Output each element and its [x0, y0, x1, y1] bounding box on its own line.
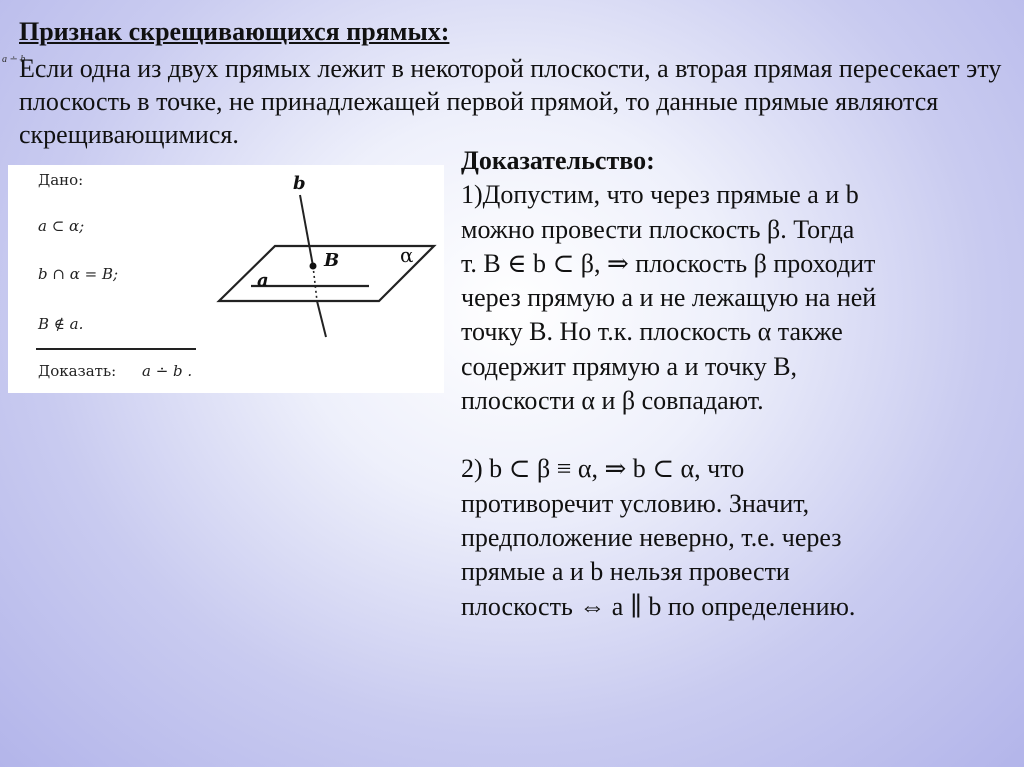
figure-panel — [8, 165, 444, 393]
line-b-upper — [300, 195, 313, 266]
given-line-2: b ∩ α = B; — [38, 265, 119, 283]
theorem-heading: Признак скрещивающихся прямых: — [19, 17, 450, 46]
proof-p1-line-1: 1)Допустим, что через прямые a и b — [461, 180, 859, 210]
geometry-diagram — [8, 165, 444, 393]
label-b: b — [293, 173, 306, 194]
label-a: a — [257, 270, 269, 291]
proof-p2-line-4: прямые a и b нельзя провести — [461, 557, 790, 587]
proof-p2-line-2: противоречит условию. Значит, — [461, 488, 810, 518]
proof-p1-line-5: точку B. Но т.к. плоскость α также — [461, 317, 843, 347]
proof-p2-line-1: 2) b ⊂ β ≡ α, ⇒ b ⊂ α, что — [461, 454, 745, 484]
proof-p2-line-3: предположение неверно, т.е. через — [461, 522, 842, 552]
prove-value: a ∸ b . — [142, 362, 193, 380]
line-b-lower — [317, 301, 326, 337]
tiny-notation-mark: a ∸ b — [2, 54, 26, 65]
given-line-3: B ∉ a. — [38, 315, 84, 333]
proof-p1-line-6: содержит прямую a и точку B, — [461, 351, 798, 381]
label-alpha: α — [400, 243, 414, 267]
proof-p1-line-3: т. B ∈ b ⊂ β, ⇒ плоскость β проходит — [461, 248, 876, 278]
label-B: B — [324, 250, 340, 271]
theorem-statement: Если одна из двух прямых лежит в некоторой плоскости, а вторая прямая пересекает эту плоскость в точке, не принадлежащей первой прямой, то данные прямые являются скрещивающимися. — [19, 54, 1002, 149]
proof-title: Доказательство: — [461, 146, 655, 175]
given-title: Дано: — [38, 171, 84, 189]
proof-p1-line-4: через прямую a и не лежащую на ней — [461, 283, 877, 313]
proof-p1-line-7: плоскости α и β совпадают. — [461, 386, 764, 416]
point-B — [310, 263, 317, 270]
proof-block — [461, 144, 1001, 624]
prove-label: Доказать: — [38, 362, 117, 380]
given-line-1: a ⊂ α; — [38, 217, 85, 235]
proof-p1-line-2: можно провести плоскость β. Тогда — [461, 214, 855, 244]
proof-p2-line-5: плоскость ⇔ a ∥ b по определению. — [461, 591, 856, 621]
line-b-hidden — [313, 266, 317, 301]
